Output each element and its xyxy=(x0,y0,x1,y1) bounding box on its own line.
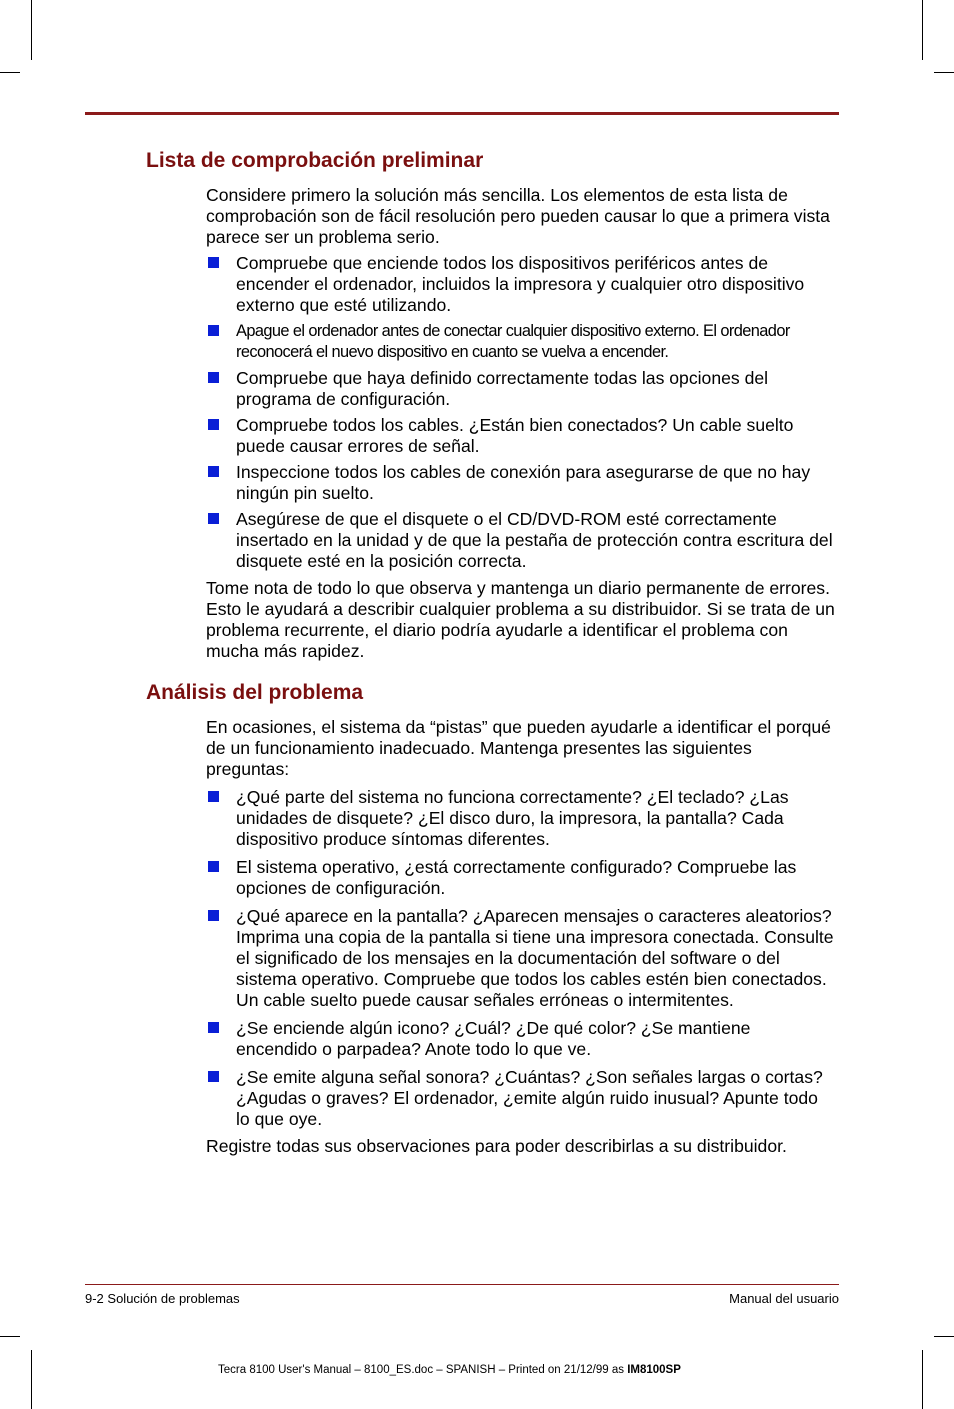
crop-mark xyxy=(934,1336,954,1337)
checklist-intro: Considere primero la solución más sencilla. Los elementos de esta lista de comprobación son de fácil resolución pero pueden causar lo que a primera vista parece ser un problema serio. xyxy=(206,185,830,247)
square-bullet-icon xyxy=(208,910,219,921)
list-item xyxy=(206,509,836,572)
list-item-text: ¿Qué aparece en la pantalla? ¿Aparecen mensajes o caracteres aleatorios? Imprima una copia de la pantalla si tiene una impresora conectada. Consulte el significado de los mensajes en la documentación del software o del sistema operativo. Compruebe que todos los cables estén bien conectados. Un cable suelto puede causar señales erróneas o intermitentes. xyxy=(236,906,834,1010)
square-bullet-icon xyxy=(208,466,219,477)
square-bullet-icon xyxy=(208,257,219,268)
list-item-text: Compruebe todos los cables. ¿Están bien conectados? Un cable suelto puede causar errores de señal. xyxy=(236,415,794,456)
list-item xyxy=(206,368,836,410)
list-item-text: ¿Qué parte del sistema no funciona correctamente? ¿El teclado? ¿Las unidades de disquete? ¿El disco duro, la impresora, la pantalla? Cada dispositivo produce síntomas diferentes. xyxy=(236,787,789,849)
section-title-analysis: Análisis del problema xyxy=(146,681,364,704)
section-title-checklist: Lista de comprobación preliminar xyxy=(146,149,484,172)
analysis-intro: En ocasiones, el sistema da “pistas” que pueden ayudarle a identificar el porqué de un funcionamiento inadecuado. Mantenga presentes las siguientes preguntas: xyxy=(206,717,831,779)
list-item-text: Compruebe que haya definido correctamente todas las opciones del programa de configuración. xyxy=(236,368,769,409)
square-bullet-icon xyxy=(208,419,219,430)
list-item xyxy=(206,462,836,504)
list-item xyxy=(206,253,836,316)
square-bullet-icon xyxy=(208,1071,219,1082)
list-item xyxy=(206,787,836,850)
footer-page-label: 9-2 Solución de problemas xyxy=(85,1291,240,1306)
analysis-section-body xyxy=(206,717,836,1157)
list-item xyxy=(206,415,836,457)
footer-rule xyxy=(85,1284,839,1285)
crop-mark xyxy=(0,72,20,73)
list-item-text: ¿Se enciende algún icono? ¿Cuál? ¿De qué color? ¿Se mantiene encendido o parpadea? Anote todo lo que ve. xyxy=(236,1018,751,1059)
crop-mark xyxy=(922,0,923,60)
list-item-text: Asegúrese de que el disquete o el CD/DVD-ROM esté correctamente insertado en la unidad y de que la pestaña de protección contra escritura del disquete esté en la posición correcta. xyxy=(236,509,833,571)
list-item xyxy=(206,1067,836,1130)
list-item xyxy=(206,321,836,363)
footer-manual-title: Manual del usuario xyxy=(729,1291,839,1306)
list-item-text: El sistema operativo, ¿está correctamente configurado? Compruebe las opciones de configuración. xyxy=(236,857,797,898)
square-bullet-icon xyxy=(208,372,219,383)
list-item-text: Compruebe que enciende todos los dispositivos periféricos antes de encender el ordenador, incluidos la impresora y cualquier otro dispositivo externo que esté utilizando. xyxy=(236,253,805,315)
crop-mark xyxy=(0,1336,20,1337)
print-code: IM8100SP xyxy=(627,1364,681,1376)
list-item xyxy=(206,857,836,899)
list-item-text: Apague el ordenador antes de conectar cualquier dispositivo externo. El ordenador reconocerá el nuevo dispositivo en cuanto se vuelva a encender. xyxy=(236,322,790,361)
crop-mark xyxy=(31,0,32,60)
print-info xyxy=(218,1364,681,1376)
checklist-list xyxy=(206,253,836,572)
header-rule xyxy=(85,112,839,115)
list-item xyxy=(206,1018,836,1060)
analysis-outro: Registre todas sus observaciones para poder describirlas a su distribuidor. xyxy=(206,1136,787,1156)
analysis-list xyxy=(206,787,836,1130)
square-bullet-icon xyxy=(208,1022,219,1033)
square-bullet-icon xyxy=(208,325,219,336)
square-bullet-icon xyxy=(208,513,219,524)
list-item xyxy=(206,906,836,1011)
crop-mark xyxy=(31,1350,32,1409)
checklist-outro: Tome nota de todo lo que observa y mantenga un diario permanente de errores. Esto le ayudará a describir cualquier problema a su distribuidor. Si se trata de un problema recurrente, el diario podría ayudarle a identificar el problema con mucha más rapidez. xyxy=(206,578,835,661)
list-item-text: Inspeccione todos los cables de conexión para asegurarse de que no hay ningún pin suelto. xyxy=(236,462,811,503)
square-bullet-icon xyxy=(208,791,219,802)
square-bullet-icon xyxy=(208,861,219,872)
checklist-section-body xyxy=(206,185,836,662)
crop-mark xyxy=(934,72,954,73)
crop-mark xyxy=(922,1350,923,1409)
print-info-text: Tecra 8100 User's Manual – 8100_ES.doc – SPANISH – Printed on 21/12/99 as xyxy=(218,1364,628,1376)
list-item-text: ¿Se emite alguna señal sonora? ¿Cuántas? ¿Son señales largas o cortas? ¿Agudas o graves? El ordenador, ¿emite algún ruido inusual? Apunte todo lo que oye. xyxy=(236,1067,823,1129)
